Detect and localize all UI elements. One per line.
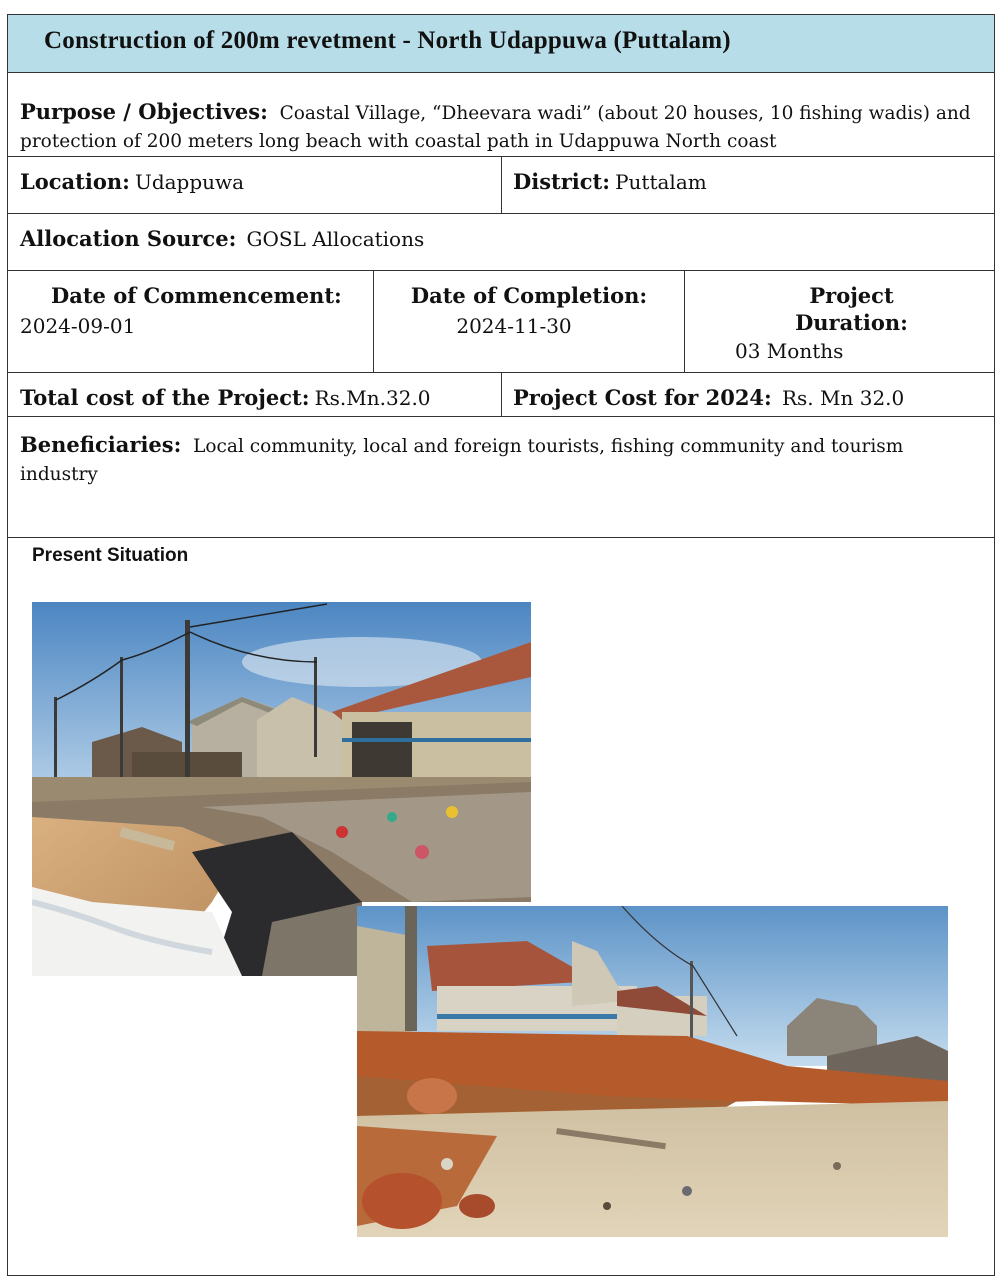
completion-value: 2024-11-30	[456, 314, 572, 338]
present-situation-label: Present Situation	[32, 545, 189, 566]
page-title: Construction of 200m revetment - North Udappuwa (Puttalam)	[44, 27, 731, 54]
beneficiaries-label: Beneficiaries:	[20, 432, 182, 457]
allocation-label: Allocation Source:	[20, 226, 237, 251]
location-label: Location:	[20, 169, 130, 194]
district-value: Puttalam	[615, 170, 707, 194]
total-cost-label: Total cost of the Project:	[20, 385, 310, 410]
purpose-label: Purpose / Objectives:	[20, 99, 268, 124]
completion-label: Date of Completion:	[410, 283, 648, 308]
dates-row	[8, 271, 994, 373]
title-bar	[8, 15, 994, 73]
beneficiaries-text: Local community, local and foreign tourists, fishing community and tourism industry	[20, 436, 904, 485]
divider	[501, 157, 502, 213]
cost-2024-value: Rs. Mn 32.0	[781, 386, 905, 410]
allocation-value: GOSL Allocations	[246, 227, 425, 251]
beneficiaries-row	[8, 417, 994, 538]
cost-2024-label: Project Cost for 2024:	[513, 385, 772, 410]
duration-value: 03 Months	[735, 339, 844, 363]
total-cost-value: Rs.Mn.32.0	[314, 386, 431, 410]
purpose-text: Coastal Village, “Dheevara wadi” (about 20 houses, 10 fishing wadis) and protection of 200 meters long beach with coastal path in Udappuwa North coast	[20, 103, 971, 152]
commencement-label: Date of Commencement:	[51, 283, 342, 308]
duration-label-line1: Project	[809, 283, 894, 308]
divider	[501, 373, 502, 416]
photo-collapsed-houses	[357, 906, 948, 1237]
commencement-value: 2024-09-01	[20, 314, 136, 338]
duration-label-line2: Duration:	[795, 310, 908, 335]
location-value: Udappuwa	[134, 170, 245, 194]
purpose-row	[8, 73, 994, 157]
allocation-row	[8, 214, 994, 271]
cost-row	[8, 373, 994, 417]
location-row	[8, 157, 994, 214]
district-label: District:	[513, 169, 610, 194]
